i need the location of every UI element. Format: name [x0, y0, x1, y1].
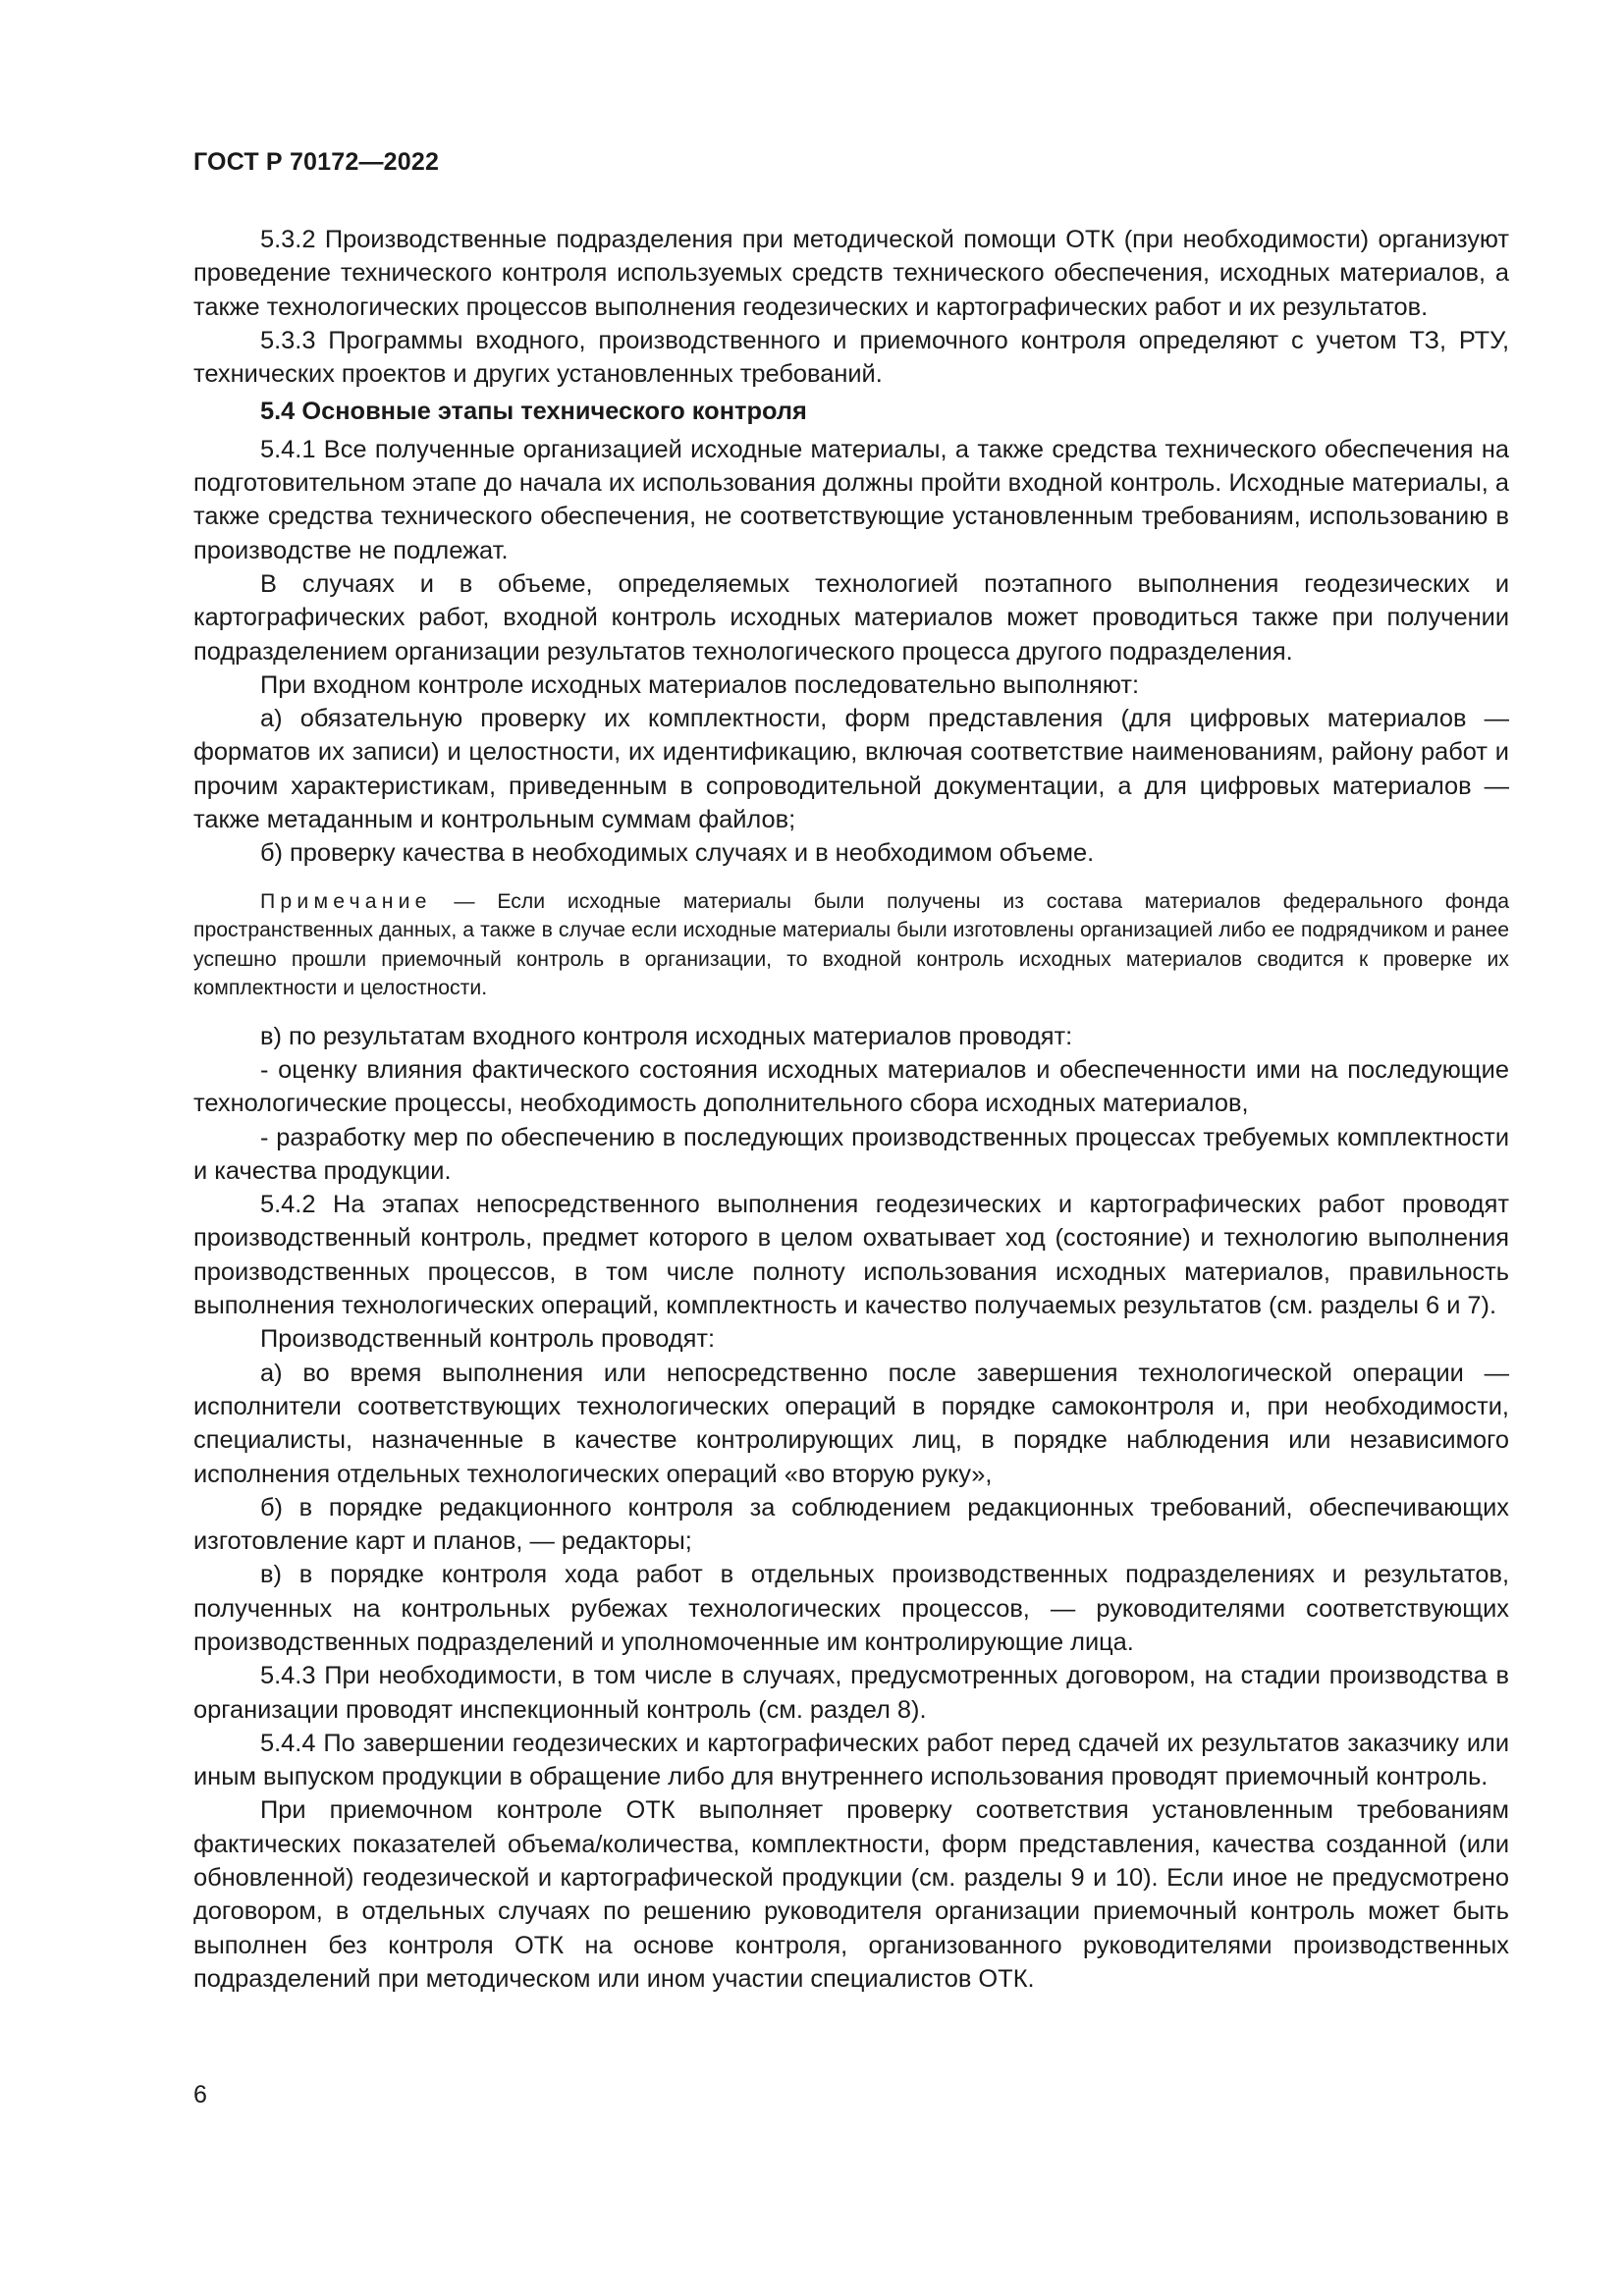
paragraph-5-4-2: 5.4.2 На этапах непосредственного выполнения геодезических и картографических работ проводят производственный контроль, предмет которого в целом охватывает ход (состояние) и технологию выполнения производственных процессов, в том числе полноту использования исходных материалов, правильность выполнения технологических операций, комплектность и качество получаемых результатов (см. разделы 6 и 7).: [193, 1191, 1509, 1320]
paragraph-5-3-3: 5.3.3 Программы входного, производственного и приемочного контроля определяют с учетом ТЗ, РТУ, технических проектов и других установленных требований.: [193, 326, 1509, 389]
paragraph-5-3-2: 5.3.2 Производственные подразделения при методической помощи ОТК (при необходимости) организуют проведение технического контроля используемых средств технического обеспечения, исходных материалов, а также технологических процессов выполнения геодезических и картографических работ и их результатов.: [193, 226, 1509, 321]
paragraph-5-4-2-production-control: Производственный контроль проводят:: [260, 1325, 716, 1354]
list-item-b: б) проверку качества в необходимых случаях и в необходимом объеме.: [260, 839, 1095, 868]
document-header: ГОСТ Р 70172—2022: [193, 148, 440, 176]
list-item-v-production: в) в порядке контроля хода работ в отдельных производственных подразделениях и результатов, полученных на контрольных рубежах технологических процессов, — руководителями соответствующих производственных подразделений и уполномоченные им контролирующие лица.: [193, 1561, 1509, 1656]
list-item-a-production: а) во время выполнения или непосредственно после завершения технологической операции — исполнители соответствующих технологических операций в порядке самоконтроля и, при необходимости, специалисты, назначенные в качестве контролирующих лиц, в порядке наблюдения или независимого исполнения отдельных технологических операций «во вторую руку»,: [193, 1359, 1509, 1488]
document-body: [193, 223, 1509, 1996]
paragraph-5-4-1-input-control: При входном контроле исходных материалов последовательно выполняют:: [260, 670, 1140, 699]
list-item-v-dash-1: - оценку влияния фактического состояния исходных материалов и обеспеченности ими на последующие технологические процессы, необходимость дополнительного сбора исходных материалов,: [193, 1055, 1509, 1118]
paragraph-5-4-4-acceptance: При приемочном контроле ОТК выполняет проверку соответствия установленным требованиям фактических показателей объема/количества, комплектности, форм представления, качества созданной (или обновленной) геодезической и картографической продукции (см. разделы 9 и 10). Если иное не предусмотрено договором, в отдельных случаях по решению руководителя организации приемочный контроль может быть выполнен без контроля ОТК на основе контроля, организованного руководителями производственных подразделений при методическом или ином участии специалистов ОТК.: [193, 1796, 1509, 1993]
note-label: Примечание: [260, 889, 432, 913]
list-item-v-dash-2: - разработку мер по обеспечению в последующих производственных процессах требуемых комплектности и качества продукции.: [193, 1123, 1509, 1185]
paragraph-5-4-1: 5.4.1 Все полученные организацией исходные материалы, а также средства технического обеспечения на подготовительном этапе до начала их использования должны пройти входной контроль. Исходные материалы, а также средства технического обеспечения, не соответствующие установленным требованиям, использованию в производстве не подлежат.: [193, 435, 1509, 564]
note-text: — Если исходные материалы были получены из состава материалов федерального фонда пространственных данных, а также в случае если исходные материалы были изготовлены организацией либо ее подрядчиком и ранее успешно прошли приемочный контроль в организации, то входной контроль исходных материалов сводится к проверке их комплектности и целостности.: [193, 889, 1509, 1000]
paragraph-5-4-3: 5.4.3 При необходимости, в том числе в случаях, предусмотренных договором, на стадии производства в организации проводят инспекционный контроль (см. раздел 8).: [193, 1662, 1509, 1724]
note: [193, 887, 1509, 1003]
paragraph-5-4-4: 5.4.4 По завершении геодезических и картографических работ перед сдачей их результатов заказчику или иным выпуском продукции в обращение либо для внутреннего использования проводят приемочный контроль.: [193, 1729, 1509, 1791]
list-item-a: а) обязательную проверку их комплектности, форм представления (для цифровых материалов — форматов их записи) и целостности, их идентификацию, включая соответствие наименованиям, району работ и прочим характеристикам, приведенным в сопроводительной документации, а для цифровых материалов — также метаданным и контрольным суммам файлов;: [193, 705, 1509, 834]
page-number: 6: [193, 2081, 207, 2109]
list-item-b-production: б) в порядке редакционного контроля за соблюдением редакционных требований, обеспечивающих изготовление карт и планов, — редакторы;: [193, 1493, 1509, 1556]
paragraph-5-4-1-cases: В случаях и в объеме, определяемых технологией поэтапного выполнения геодезических и картографических работ, входной контроль исходных материалов может проводиться также при получении подразделением организации результатов технологического процесса другого подразделения.: [193, 569, 1509, 666]
section-heading-5-4: 5.4 Основные этапы технического контроля: [260, 398, 807, 426]
list-item-v: в) по результатам входного контроля исходных материалов проводят:: [260, 1022, 1073, 1050]
